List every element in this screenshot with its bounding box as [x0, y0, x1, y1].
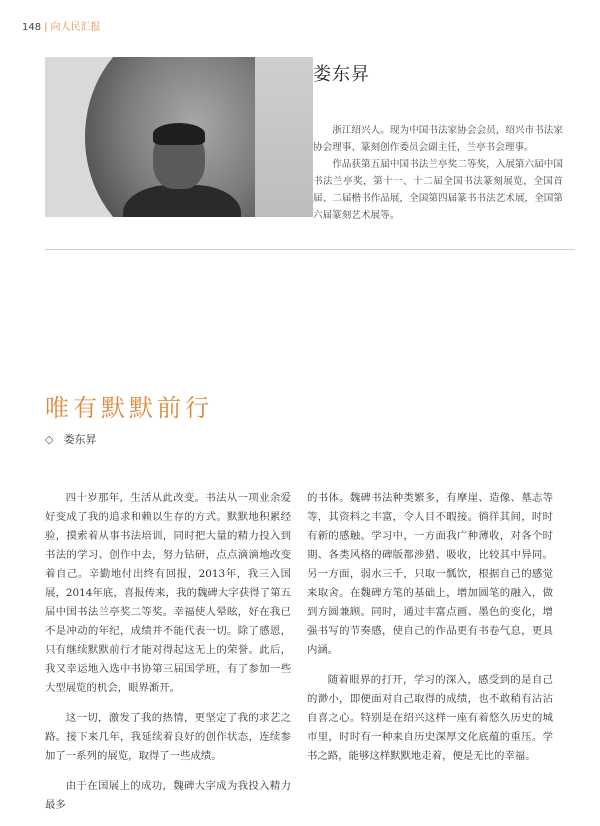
page-number: 148	[22, 22, 42, 33]
article-paragraph: 由于在国展上的成功，魏碑大字成为我投入精力最多	[45, 780, 291, 811]
article-byline	[45, 431, 96, 447]
article-title: 唯有默默前行	[45, 394, 213, 422]
header-separator: |	[44, 22, 48, 33]
bio-paragraph: 浙江绍兴人。现为中国书法家协会会员，绍兴市书法家协会理事、篆刻创作委员会副主任，兰亭书会理事。	[313, 125, 563, 153]
article-paragraph: 这一切，激发了我的热情，更坚定了我的求艺之路。接下来几年，我延续着良好的创作状态，连续参加了一系列的展览，取得了一些成绩。	[45, 712, 291, 762]
article-right-column	[307, 489, 553, 777]
article-paragraph: 的书体。魏碑书法种类繁多，有摩崖、造像、墓志等等，其资料之丰富，令人目不暇接。徜徉其间，时时有新的感触。学习中，一方面我广种薄收，对各个时期、各类风格的碑版都涉猎、吸收，比较其中异同。另一方面，弱水三千，只取一瓢饮，根据自己的感觉来取舍。在魏碑方笔的基础上，增加圆笔的融入，做到方圆兼顾。同时，通过丰富点画、墨色的变化，增强书写的节奏感，使自己的作品更有书卷气息，更具内涵。	[307, 492, 553, 656]
bio-paragraph: 作品获第五届中国书法兰亭奖二等奖，入展第六届中国书法兰亭奖，第十一、十二届全国书法篆刻展览，全国首届、二届楷书作品展，全国第四届篆书书法艺术展，全国第六届篆刻艺术展等。	[313, 159, 563, 221]
photo-figure-hair	[153, 123, 205, 145]
page-header	[22, 18, 100, 33]
author-name: 娄东昇	[313, 64, 370, 85]
byline-author: 娄东昇	[63, 433, 97, 446]
author-photo	[45, 57, 313, 217]
article-paragraph: 四十岁那年，生活从此改变。书法从一项业余爱好变成了我的追求和赖以生存的方式。默默地积累经验，摸索着从事书法培训，同时把大量的精力投入到书法的学习、创作中去，努力钻研，点点滴滴地改变着自己。辛勤地付出终有回报，2013年，我三入国展，2014年底，喜报传来，我的魏碑大字获得了第五届中国书法兰亭奖二等奖。幸福使人晕眩，好在我已不是冲动的年纪，成绩并不能代表一切。除了感恩，只有继续默默前行才能对得起这无上的荣誉。此后，我又幸运地入选中书协第三届国学班，有了参加一些大型展览的机会，眼界渐开。	[45, 492, 291, 694]
article-paragraph: 随着眼界的打开，学习的深入，感受到的是自己的渺小，即便面对自己取得的成绩，也不敢稍有沾沾自喜之心。特别是在绍兴这样一座有着悠久历史的城市里，时时有一种来自历史深厚文化底蕴的重压。学书之路，能够这样默默地走着，便是无比的幸福。	[307, 674, 553, 762]
article-left-column	[45, 489, 291, 826]
section-divider	[45, 249, 575, 250]
author-bio	[313, 122, 563, 224]
diamond-icon: ◇	[45, 433, 54, 446]
photo-side-panel	[255, 57, 313, 217]
magazine-name: 向人民汇报	[50, 22, 101, 33]
